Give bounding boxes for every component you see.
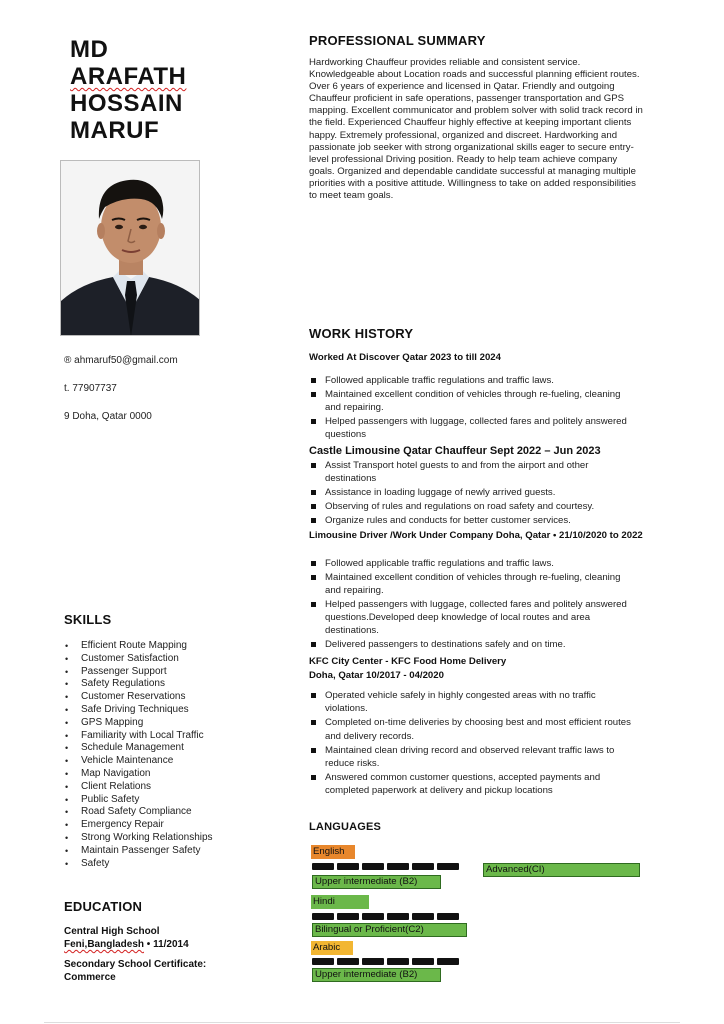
name-line-3: HOSSAIN <box>70 90 183 117</box>
job-4-bullet-5: Answered common customer questions, accepted payments and completed paperwork at delivery and pickup locations <box>309 771 639 797</box>
languages-title: LANGUAGES <box>309 821 382 833</box>
language-english-scale <box>312 863 459 871</box>
skill-item: • Map Navigation <box>64 768 264 781</box>
job-1-title: Worked At Discover Qatar 2023 to till 2024 <box>309 352 501 363</box>
summary-text: Hardworking Chauffeur provides reliable and consistent service. Knowledgeable about Location roads and successful planning efficient routes. Over 6 years of experience and licensed in Qatar. Friendly and outgoing Chauffeur proficient in safe operations, passenger transportation and GPS mapping. Excellent communicator and problem solver with solid track record in the field. Experienced Chauffeur highly effective at keeping important clients happy. Extremely professional, organized and discreet. Hardworking and passionate job seeker with strong organizational skills eager to secure entry-level professional Driving position. Ready to help team achieve company goals. Organized and dependable candidate successful at managing multiple priorities with a positive attitude. Willingness to take on added responsibilities to meet team goals. <box>309 57 643 202</box>
language-hindi-scale <box>312 913 459 921</box>
skill-item: • GPS Mapping <box>64 717 264 730</box>
scale-dash <box>337 863 359 870</box>
education-school: Central High School <box>64 926 160 937</box>
job-2-title: Castle Limousine Qatar Chauffeur Sept 2022 – Jun 2023 <box>309 445 601 457</box>
job-2-bullet-4: Organize rules and conducts for better customer services. <box>309 514 639 527</box>
scale-dash <box>362 913 384 920</box>
job-1-bullet-2: Maintained excellent condition of vehicles through re-fueling, cleaning and repairing. <box>309 388 639 414</box>
profile-photo <box>60 160 200 336</box>
skill-item: • Customer Satisfaction <box>64 653 264 666</box>
job-4-bullet-3: and delivery records. <box>325 731 415 742</box>
job-2-bullet-1: Assist Transport hotel guests to and from the airport and other destinations <box>309 459 639 485</box>
scale-dash <box>437 863 459 870</box>
scale-dash <box>412 958 434 965</box>
language-english-level: Upper intermediate (B2) <box>312 875 441 889</box>
scale-dash <box>337 913 359 920</box>
education-location-date <box>64 938 189 951</box>
education-location: Feni,Bangladesh <box>64 939 145 950</box>
job-4-bullet-2: Completed on-time deliveries by choosing best and most efficient routes <box>309 716 639 729</box>
job-4-title: KFC City Center - KFC Food Home Delivery <box>309 656 507 667</box>
candidate-name <box>70 36 186 144</box>
job-3-bullet-3: Helped passengers with luggage, collected fares and politely answered questions.Developed deep knowledge of local routes and area destinations. <box>309 598 639 637</box>
skill-item: • Schedule Management <box>64 742 264 755</box>
skill-item: • Passenger Support <box>64 666 264 679</box>
scale-dash <box>387 863 409 870</box>
job-2-bullets <box>309 459 639 528</box>
job-4-subtitle: Doha, Qatar 10/2017 - 04/2020 <box>309 670 444 681</box>
language-english-level-right: Advanced(CI) <box>483 863 640 877</box>
job-3-title: Limousine Driver /Work Under Company Doha, Qatar • 21/10/2020 to 2022 <box>309 530 643 541</box>
skill-item: • Customer Reservations <box>64 691 264 704</box>
skill-item: • Safe Driving Techniques <box>64 704 264 717</box>
language-arabic-label: Arabic <box>311 941 353 955</box>
scale-dash <box>362 958 384 965</box>
scale-dash <box>312 913 334 920</box>
name-line-4: MARUF <box>70 117 160 144</box>
skill-item: • Maintain Passenger Safety <box>64 845 264 858</box>
scale-dash <box>337 958 359 965</box>
skills-title: SKILLS <box>64 612 112 627</box>
skills-list <box>64 640 264 870</box>
skill-item: • Familiarity with Local Traffic <box>64 730 264 743</box>
job-3-bullet-2: Maintained excellent condition of vehicles through re-fueling, cleaning and repairing. <box>309 571 639 597</box>
job-2-bullet-3: Observing of rules and regulations on road safety and courtesy. <box>309 500 639 513</box>
work-history-title: WORK HISTORY <box>309 326 414 341</box>
education-title: EDUCATION <box>64 899 143 914</box>
job-3-bullets <box>309 557 639 652</box>
skill-item: • Emergency Repair <box>64 819 264 832</box>
skill-item: • Road Safety Compliance <box>64 806 264 819</box>
skill-item: • Safety Regulations <box>64 678 264 691</box>
language-arabic-scale <box>312 958 459 966</box>
contact-email: ® ahmaruf50@gmail.com <box>64 355 178 366</box>
contact-phone: t. 77907737 <box>64 383 117 394</box>
name-line-2: ARAFATH <box>70 63 187 90</box>
skill-item: • Strong Working Relationships <box>64 832 264 845</box>
language-english-label: English <box>311 845 355 859</box>
job-1-bullets <box>309 374 639 442</box>
scale-dash <box>312 863 334 870</box>
scale-dash <box>412 913 434 920</box>
job-1-bullet-3: Helped passengers with luggage, collected fares and politely answered questions <box>309 415 639 441</box>
job-2-bullet-2: Assistance in loading luggage of newly arrived guests. <box>309 486 639 499</box>
education-date: • 11/2014 <box>144 939 189 950</box>
language-hindi-level: Bilingual or Proficient(C2) <box>312 923 467 937</box>
education-certificate: Secondary School Certificate: <box>64 959 207 970</box>
job-1-bullet-1: Followed applicable traffic regulations and traffic laws. <box>309 374 639 387</box>
scale-dash <box>387 913 409 920</box>
skill-item: • Efficient Route Mapping <box>64 640 264 653</box>
skill-item: • Safety <box>64 858 264 871</box>
page-bottom-rule <box>44 1022 680 1023</box>
summary-title: PROFESSIONAL SUMMARY <box>309 33 486 48</box>
language-hindi-label: Hindi <box>311 895 369 909</box>
scale-dash <box>437 958 459 965</box>
scale-dash <box>312 958 334 965</box>
contact-address: 9 Doha, Qatar 0000 <box>64 411 152 422</box>
education-field: Commerce <box>64 972 116 983</box>
job-3-bullet-1: Followed applicable traffic regulations and traffic laws. <box>309 557 639 570</box>
scale-dash <box>437 913 459 920</box>
scale-dash <box>412 863 434 870</box>
job-3-bullet-4: Delivered passengers to destinations safely and on time. <box>309 638 639 651</box>
profile-photo-illustration <box>61 161 200 336</box>
job-4-bullet-4: Maintained clean driving record and observed relevant traffic laws to reduce risks. <box>309 744 639 770</box>
language-arabic-level: Upper intermediate (B2) <box>312 968 441 982</box>
scale-dash <box>362 863 384 870</box>
skill-item: • Public Safety <box>64 794 264 807</box>
job-4-bullets <box>309 689 639 798</box>
scale-dash <box>387 958 409 965</box>
job-4-bullet-1: Operated vehicle safely in highly congested areas with no traffic violations. <box>309 689 639 715</box>
skill-item: • Vehicle Maintenance <box>64 755 264 768</box>
skill-item: • Client Relations <box>64 781 264 794</box>
name-line-1: MD <box>70 36 109 63</box>
